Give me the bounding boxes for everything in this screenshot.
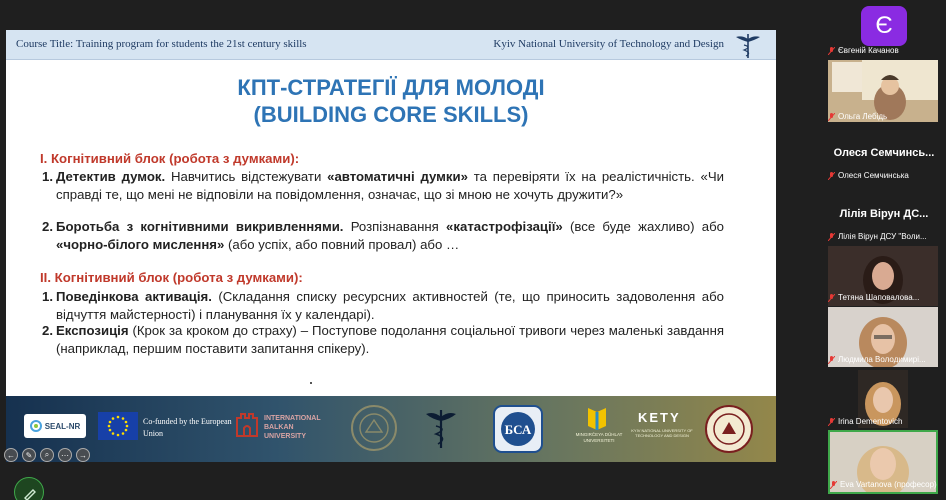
list-item — [42, 168, 724, 204]
participant-display-name: Олеся Семчинсь... — [833, 147, 935, 159]
participant-display-name: Лілія Вірун ДС... — [839, 208, 929, 220]
participant-name: Олеся Семчинська — [828, 171, 938, 180]
list-item — [42, 288, 724, 324]
mic-muted-icon — [828, 172, 835, 180]
item-plain-text: Навчитись відстежувати — [165, 169, 328, 184]
annotate-button[interactable] — [14, 477, 44, 500]
kety-label: KETY — [638, 410, 681, 425]
mic-muted-icon — [828, 294, 835, 302]
eu-flag-icon — [98, 412, 138, 440]
item-number: 1. — [42, 289, 53, 304]
section-heading-1: I. Когнітивний блок (робота з думками): — [40, 151, 300, 166]
partner-logos-footer — [6, 396, 776, 462]
institution-crest-icon — [704, 404, 754, 454]
item-text — [56, 168, 724, 204]
list-item — [42, 218, 724, 254]
participant-name: Тетяна Шаповалова... — [828, 293, 938, 302]
book-icon — [586, 406, 608, 430]
participant-name: Лілія Вірун ДСУ "Воли... — [828, 232, 938, 241]
item-plain-text: (Крок за кроком до страху) – Поступове подолання соціальної тривоги через маленькі завдання (наприклад, першим поставити запитання спікеру). — [56, 323, 724, 356]
section-heading-2: II. Когнітивний блок (робота з думками): — [40, 270, 303, 285]
zoom-button[interactable]: ⌕ — [40, 448, 54, 462]
item-number: 2. — [42, 219, 53, 234]
participant-name: Irina Dementovich — [828, 417, 938, 426]
ibu-label: INTERNATIONAL BALKAN UNIVERSITY — [264, 415, 321, 440]
item-number: 1. — [42, 169, 53, 184]
list-item — [42, 322, 724, 358]
participant-name: Ольга Лебідь — [828, 112, 938, 121]
participant-name: Eva Vartanova (професор) — [830, 480, 940, 489]
mic-muted-icon — [830, 481, 837, 489]
item-bold-text: «чорно-білого мислення» — [56, 237, 225, 252]
item-bold-text: Поведінкова активація. — [56, 289, 212, 304]
mic-muted-icon — [828, 113, 835, 121]
svg-text:БСА: БСА — [504, 422, 532, 437]
seal-nr-icon — [30, 420, 42, 432]
item-text — [56, 322, 724, 358]
previous-slide-button[interactable]: ← — [4, 448, 18, 462]
next-slide-button[interactable]: → — [76, 448, 90, 462]
kety-logo — [626, 410, 698, 448]
item-bold-text: Боротьба з когнітивними викривленнями. — [56, 219, 344, 234]
item-plain-text: та перевіряти їх на реалістичність. «Чи справді те, що мені не відповіли на повідомлення, означає, що зі мною не хочуть дружити?» — [56, 169, 724, 202]
slide-title — [6, 74, 776, 128]
bsa-logo-icon — [492, 404, 544, 454]
mic-muted-icon — [828, 233, 835, 241]
caduceus-footer-icon — [424, 406, 458, 450]
dulat-label: MINGIRČEYA DÜHLAT UNIVERSITETI — [575, 432, 623, 443]
item-plain-text: Розпізнавання — [343, 219, 447, 234]
caduceus-logo-icon — [734, 31, 762, 59]
seal-nr-logo — [24, 414, 86, 438]
slide-title-line2: (BUILDING CORE SKILLS) — [253, 102, 529, 127]
university-seal-icon — [350, 404, 398, 452]
more-options-button[interactable]: ⋯ — [58, 448, 72, 462]
item-bold-text: «катастрофізації» — [446, 219, 563, 234]
item-text — [56, 218, 724, 254]
participant-name: Євгеній Качанов — [828, 46, 938, 55]
item-plain-text: (Складання списку ресурсних активностей (те, що приносить задоволення або відчуття майстерності) і планування їх у календарі). — [56, 289, 724, 322]
slide-title-line1: КПТ-СТРАТЕГІЇ ДЛЯ МОЛОДІ — [237, 75, 545, 100]
mic-muted-icon — [828, 47, 835, 55]
participant-name: Людмила Володимирі... — [828, 355, 938, 364]
seal-nr-label: SEAL-NR — [44, 421, 81, 431]
pencil-icon — [15, 478, 45, 500]
shared-slide — [6, 30, 776, 462]
castle-icon — [234, 408, 260, 438]
item-plain-text: (все буде жахливо) або — [562, 219, 724, 234]
mic-muted-icon — [828, 356, 835, 364]
course-title: Course Title: Training program for students the 21st century skills — [16, 38, 307, 50]
dulat-logo — [574, 406, 623, 450]
mic-muted-icon — [828, 418, 835, 426]
item-plain-text: (або успіх, або повний провал) або … — [224, 237, 460, 252]
cofunded-label: Co-funded by the European Union — [143, 417, 232, 438]
slide-controls — [4, 448, 90, 462]
item-text — [56, 288, 724, 324]
pen-tool-button[interactable]: ✎ — [22, 448, 36, 462]
item-bold-text: «автоматичні думки» — [327, 169, 468, 184]
item-number: 2. — [42, 323, 53, 338]
avatar: Є — [861, 6, 907, 46]
item-bold-text: Детектив думок. — [56, 169, 166, 184]
ibu-logo — [234, 408, 334, 444]
slide-dot — [310, 382, 312, 384]
item-bold-text: Експозиція — [56, 323, 129, 338]
slide-header — [6, 30, 776, 60]
university-name: Kyiv National University of Technology and Design — [493, 38, 724, 50]
kety-sublabel: KYIV NATIONAL UNIVERSITY OF TECHNOLOGY AND DESIGN — [631, 428, 693, 438]
